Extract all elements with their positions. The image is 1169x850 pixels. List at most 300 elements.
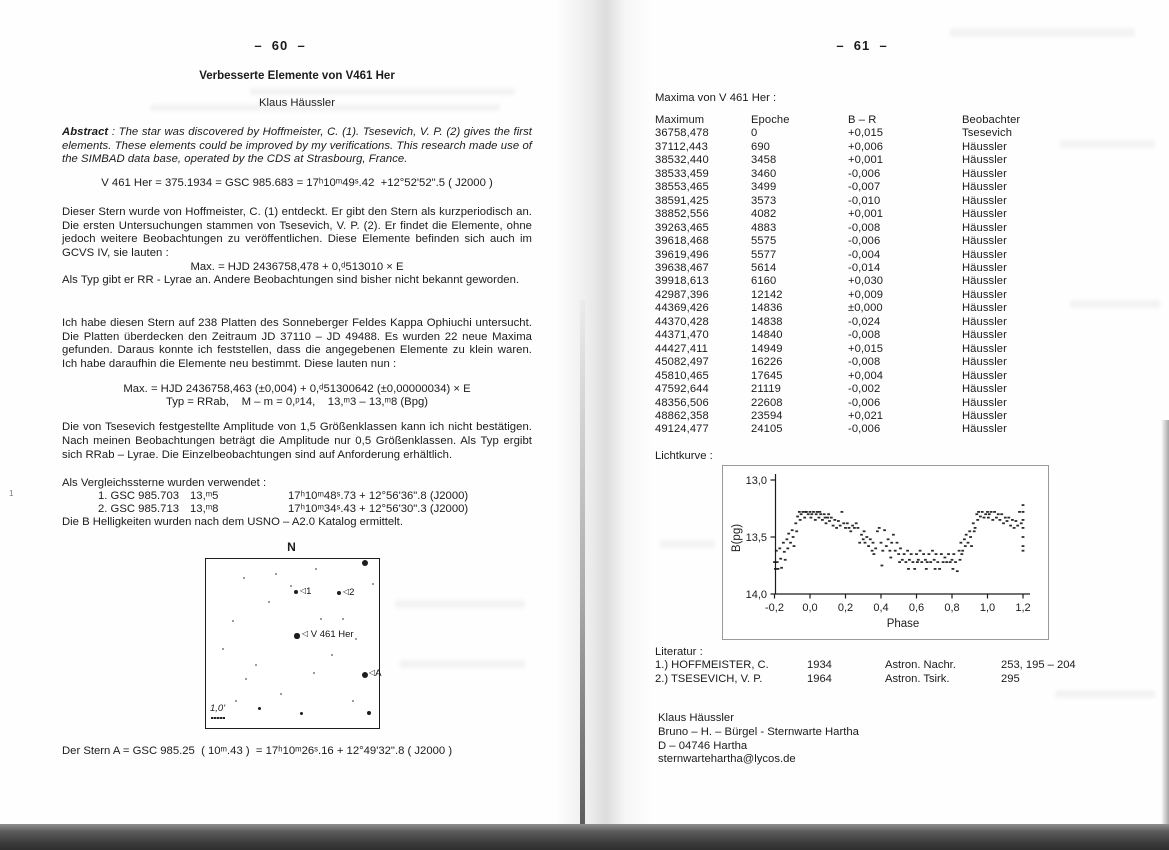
contact-line: D – 04746 Hartha bbox=[658, 739, 748, 752]
lightcurve-point bbox=[783, 551, 786, 553]
lightcurve-point bbox=[832, 525, 835, 527]
contact-line: sternwartehartha@lycos.de bbox=[658, 753, 796, 766]
maxima-cell: 14949 bbox=[751, 342, 783, 355]
lightcurve-point bbox=[907, 568, 910, 570]
lightcurve-point bbox=[958, 550, 961, 552]
maxima-cell: -0,008 bbox=[848, 221, 881, 234]
maxima-cell: 36758,478 bbox=[655, 127, 709, 140]
lightcurve-point bbox=[1015, 520, 1018, 522]
lightcurve-point bbox=[894, 550, 897, 552]
identification-line: V 461 Her = 375.1934 = GSC 985.683 = 17ʰ10ᵐ49ˢ.42 +12°52'52".5 ( J2000 ) bbox=[101, 177, 493, 189]
finder-chart-label: ◁A bbox=[369, 668, 382, 679]
finder-chart-star bbox=[362, 672, 368, 678]
maxima-header-cell: Maximum bbox=[655, 114, 705, 126]
lightcurve-point bbox=[977, 511, 980, 513]
lightcurve-point bbox=[933, 559, 936, 561]
lightcurve-point bbox=[928, 553, 931, 555]
maxima-cell: 4883 bbox=[751, 221, 777, 234]
lightcurve-point bbox=[976, 519, 979, 521]
lightcurve-point bbox=[973, 530, 976, 532]
literatur-heading: Literatur : bbox=[655, 646, 703, 658]
maxima-cell: 0 bbox=[751, 127, 758, 140]
lightcurve-point bbox=[775, 550, 778, 552]
contact-line: Klaus Häussler bbox=[658, 712, 734, 724]
lightcurve-point bbox=[842, 522, 845, 524]
left-triangle-marker-icon: ◁ bbox=[343, 587, 350, 596]
finder-chart-star bbox=[352, 700, 355, 703]
literatur-cell: 295 bbox=[1001, 672, 1020, 685]
lightcurve-point bbox=[839, 525, 842, 527]
article-author: Klaus Häussler bbox=[259, 97, 335, 109]
lightcurve-point bbox=[984, 513, 987, 515]
lightcurve-text: 13,5 bbox=[745, 532, 767, 544]
lightcurve-point bbox=[779, 558, 782, 560]
lightcurve-point bbox=[824, 517, 827, 519]
lightcurve-point bbox=[878, 527, 881, 529]
maxima-cell: 39618,468 bbox=[655, 235, 709, 248]
lightcurve-point bbox=[1022, 511, 1025, 513]
bleedthrough-artifact bbox=[950, 28, 1135, 37]
maxima-cell: 3460 bbox=[751, 167, 777, 180]
finder-chart-star bbox=[315, 568, 318, 571]
maxima-cell: 17645 bbox=[751, 369, 783, 382]
maxima-cell: 5575 bbox=[751, 235, 777, 248]
lightcurve-point bbox=[798, 511, 801, 513]
lightcurve-point bbox=[855, 522, 858, 524]
lightcurve-point bbox=[922, 553, 925, 555]
finder-chart-star bbox=[337, 591, 342, 596]
maxima-cell: Häussler bbox=[962, 288, 1007, 301]
lightcurve-point bbox=[945, 561, 948, 563]
maxima-cell: +0,015 bbox=[848, 342, 884, 355]
lightcurve-point bbox=[825, 522, 828, 524]
lightcurve-point bbox=[1018, 511, 1021, 513]
lightcurve-point bbox=[1022, 545, 1025, 547]
lightcurve-point bbox=[1022, 550, 1025, 552]
lightcurve-point bbox=[935, 553, 938, 555]
abstract-paragraph bbox=[62, 126, 532, 167]
maxima-cell: Häussler bbox=[962, 261, 1007, 274]
lightcurve-point bbox=[819, 513, 822, 515]
lightcurve-point bbox=[956, 570, 959, 572]
literatur-cell: Astron. Tsirk. bbox=[885, 672, 950, 685]
maxima-cell: -0,010 bbox=[848, 194, 881, 207]
lightcurve-point bbox=[823, 513, 826, 515]
lightcurve-point bbox=[910, 553, 913, 555]
lightcurve-text: 1,0 bbox=[979, 602, 996, 614]
maxima-cell: 16226 bbox=[751, 356, 783, 369]
maxima-cell: 47592,644 bbox=[655, 383, 709, 396]
lightcurve-text: 0,8 bbox=[944, 602, 960, 614]
lightcurve-point bbox=[908, 559, 911, 561]
lightcurve-point bbox=[917, 559, 920, 561]
literatur-cell: 2.) TSESEVICH, V. P. bbox=[655, 672, 763, 685]
finder-chart-star bbox=[290, 585, 293, 588]
finder-chart-star bbox=[232, 620, 235, 623]
lightcurve-point bbox=[803, 517, 806, 519]
finder-chart-star bbox=[294, 590, 299, 595]
lightcurve-point bbox=[913, 568, 916, 570]
maxima-cell: 21119 bbox=[751, 383, 781, 396]
finder-chart-scale-label: 1,0' bbox=[210, 703, 226, 714]
lightcurve-point bbox=[862, 538, 865, 540]
lightcurve-point bbox=[846, 522, 849, 524]
maxima-header-cell: Epoche bbox=[751, 114, 790, 126]
lightcurve-point bbox=[1007, 517, 1010, 519]
lightcurve-heading: Lichtkurve : bbox=[655, 450, 713, 462]
lightcurve-text: Phase bbox=[886, 618, 920, 630]
lightcurve-point bbox=[1020, 522, 1023, 524]
lightcurve-point bbox=[795, 530, 798, 532]
lightcurve-point bbox=[793, 545, 796, 547]
lightcurve-point bbox=[1004, 517, 1007, 519]
maxima-cell: 690 bbox=[751, 140, 770, 153]
bleedthrough-artifact bbox=[395, 600, 525, 608]
maxima-cell: 45082,497 bbox=[655, 356, 709, 369]
lightcurve-point bbox=[903, 553, 906, 555]
finder-chart-star bbox=[342, 618, 345, 621]
maxima-cell: Häussler bbox=[962, 154, 1007, 167]
scan-bottom-shadow bbox=[0, 824, 1169, 850]
lightcurve-point bbox=[784, 559, 787, 561]
lightcurve-point bbox=[919, 550, 922, 552]
lightcurve-point bbox=[1022, 519, 1025, 521]
lightcurve-point bbox=[915, 553, 918, 555]
abstract-text: : The star was discovered by Hoffmeister, C. (1). Tsesevich, V. P. (2) gives the first elements. These elements could be improved by my verifications. This research made use of the SIMBAD data base, operated by the CDS at Strasbourg, France. bbox=[62, 126, 532, 166]
maxima-cell: Häussler bbox=[962, 248, 1007, 261]
lightcurve-point bbox=[959, 559, 962, 561]
finder-chart-star bbox=[355, 638, 358, 641]
star-a-line: Der Stern A = GSC 985.25 ( 10ᵐ.43 ) = 17ʰ10ᵐ26ˢ.16 + 12°49'32".8 ( J2000 ) bbox=[62, 745, 453, 757]
maxima-cell: +0,004 bbox=[848, 369, 884, 382]
lightcurve-point bbox=[826, 517, 829, 519]
lightcurve-point bbox=[818, 517, 821, 519]
lightcurve-point bbox=[960, 553, 963, 555]
maxima-cell: Häussler bbox=[962, 140, 1007, 153]
lightcurve-point bbox=[924, 559, 927, 561]
bleedthrough-artifact bbox=[1060, 140, 1155, 148]
lightcurve-point bbox=[965, 534, 968, 536]
maxima-cell: Häussler bbox=[962, 356, 1007, 369]
left-triangle-marker-icon: ◁ bbox=[300, 586, 307, 595]
lightcurve-point bbox=[857, 527, 860, 529]
maxima-cell: 39918,613 bbox=[655, 275, 709, 288]
maxima-cell: 39619,496 bbox=[655, 248, 709, 261]
finder-chart-label: ◁ V 461 Her bbox=[302, 629, 354, 640]
finder-chart bbox=[205, 558, 380, 729]
lightcurve-point bbox=[963, 538, 966, 540]
lightcurve-text: 0,0 bbox=[802, 602, 818, 614]
lightcurve-point bbox=[789, 542, 792, 544]
maxima-cell: +0,001 bbox=[848, 154, 884, 167]
lightcurve-point bbox=[827, 513, 830, 515]
lightcurve-point bbox=[898, 561, 901, 563]
finder-chart-star bbox=[258, 707, 261, 710]
finder-chart-scale-bar bbox=[211, 717, 225, 719]
type-amplitude-formula: Typ = RRab, M – m = 0,ᵖ14, 13,ᵐ3 – 13,ᵐ8 (Bpg) bbox=[165, 396, 429, 408]
maxima-cell: Häussler bbox=[962, 396, 1007, 409]
maxima-cell: Häussler bbox=[962, 302, 1007, 315]
lightcurve-point bbox=[787, 533, 790, 535]
lightcurve-text: 0,6 bbox=[908, 602, 925, 614]
maxima-cell: 6160 bbox=[751, 275, 777, 288]
finder-chart-star bbox=[367, 711, 371, 715]
maxima-cell: Häussler bbox=[962, 181, 1007, 194]
paragraph-plates: Ich habe diesen Stern auf 238 Platten des Sonneberger Feldes Kappa Ophiuchi untersucht. Die Platten überdecken den Zeitraum JD 37110 – JD 49488. Es wurden 22 neue Maxima gefunden. Daraus konnte ich feststellen, dass die angegebenen Elemente zu klein waren. Ich habe daraufhin die Elemente neu bestimmt. Diese lauten nun : bbox=[62, 317, 532, 370]
finder-chart-star bbox=[331, 654, 334, 657]
finder-chart-star bbox=[222, 648, 225, 651]
lightcurve-point bbox=[812, 511, 815, 513]
lightcurve-point bbox=[863, 530, 866, 532]
finder-chart-star bbox=[320, 618, 323, 621]
maxima-cell: Häussler bbox=[962, 208, 1007, 221]
lightcurve-point bbox=[1022, 504, 1025, 506]
lightcurve-point bbox=[1009, 525, 1012, 527]
maxima-cell: 38533,459 bbox=[655, 167, 709, 180]
literatur-cell: 1.) HOFFMEISTER, C. bbox=[655, 659, 769, 671]
lightcurve-point bbox=[883, 529, 886, 531]
contact-block bbox=[658, 712, 859, 767]
lightcurve-point bbox=[991, 519, 994, 521]
paragraph-amplitude: Die von Tsesevich festgestellte Amplitude von 1,5 Größenklassen kann ich nicht bestätigen. Nach meinen Beobachtungen beträgt die Amplitude nur 0,5 Größenklassen. Als Typ ergibt sich RRab – Lyrae. Die Einzelbeobachtungen sind auf Anforderung erhältlich. bbox=[62, 421, 532, 461]
finder-chart-star bbox=[280, 693, 283, 696]
maxima-cell: 14836 bbox=[751, 302, 783, 315]
comparison-star-mag: 13,ᵐ5 bbox=[190, 490, 219, 502]
lightcurve-point bbox=[970, 545, 973, 547]
maxima-cell: 37112,443 bbox=[655, 140, 708, 153]
maxima-cell: Häussler bbox=[962, 194, 1007, 207]
lightcurve-point bbox=[983, 517, 986, 519]
lightcurve-point bbox=[810, 513, 813, 515]
lightcurve-point bbox=[837, 520, 840, 522]
finder-chart-star bbox=[255, 664, 258, 667]
lightcurve-point bbox=[805, 511, 808, 513]
lightcurve-point bbox=[988, 513, 991, 515]
lightcurve-text: 0,4 bbox=[873, 602, 889, 614]
maxima-cell: 38553,465 bbox=[655, 181, 709, 194]
lightcurve-point bbox=[873, 553, 876, 555]
maxima-heading: Maxima von V 461 Her : bbox=[655, 92, 777, 104]
maxima-cell: 38591,425 bbox=[655, 194, 709, 207]
page-fold-line bbox=[580, 300, 585, 825]
maxima-cell: 12142 bbox=[751, 288, 783, 301]
comparison-star-id: 1. GSC 985.703 bbox=[98, 490, 180, 502]
lightcurve-chart bbox=[722, 465, 1049, 640]
maxima-cell: ±0,000 bbox=[848, 302, 883, 315]
maxima-cell: Häussler bbox=[962, 369, 1007, 382]
paragraph-discovery: Dieser Stern wurde von Hoffmeister, C. (1) entdeckt. Er gibt den Stern als kurzperiodisch an. Die ersten Untersuchungen stammen von Tsesevich, V. P. (2). Er findet die Elemente, ohne jedoch weitere Beobachtungen zu veröffentlichen. Diese Elemente befinden sich auch im GCVS IV, sie lauten : bbox=[62, 206, 532, 259]
maxima-cell: 5614 bbox=[751, 261, 777, 274]
b-magnitudes-note: Die B Helligkeiten wurden nach dem USNO – A2.0 Katalog ermittelt. bbox=[62, 516, 403, 528]
maxima-cell: 38532,440 bbox=[655, 154, 709, 167]
maxima-cell: +0,021 bbox=[848, 409, 884, 422]
lightcurve-point bbox=[799, 519, 802, 521]
maxima-cell: 44427,411 bbox=[655, 342, 708, 355]
lightcurve-text: B(pg) bbox=[731, 523, 743, 553]
lightcurve-point bbox=[990, 511, 993, 513]
finder-chart-star bbox=[362, 560, 368, 566]
maxima-cell: 38852,556 bbox=[655, 208, 709, 221]
lightcurve-point bbox=[896, 542, 899, 544]
maxima-cell: Häussler bbox=[962, 383, 1007, 396]
new-elements-formula: Max. = HJD 2436758,463 (±0,004) + 0,ᵈ51300642 (±0,00000034) × E bbox=[123, 383, 471, 395]
maxima-header-cell: Beobachter bbox=[962, 114, 1021, 126]
lightcurve-point bbox=[960, 542, 963, 544]
lightcurve-point bbox=[881, 565, 884, 567]
article-title: Verbesserte Elemente von V461 Her bbox=[199, 70, 395, 82]
maxima-cell: Häussler bbox=[962, 221, 1007, 234]
lightcurve-point bbox=[920, 561, 923, 563]
lightcurve-point bbox=[892, 534, 895, 536]
maxima-cell: 22608 bbox=[751, 396, 783, 409]
page-gutter-shadow bbox=[556, 0, 652, 825]
lightcurve-point bbox=[786, 538, 789, 540]
finder-chart-label: ◁1 bbox=[300, 586, 312, 597]
maxima-cell: 48356,506 bbox=[655, 396, 709, 409]
lightcurve-point bbox=[969, 536, 972, 538]
lightcurve-point bbox=[792, 536, 795, 538]
maxima-cell: -0,008 bbox=[848, 356, 881, 369]
lightcurve-point bbox=[858, 542, 861, 544]
maxima-cell: 44371,470 bbox=[655, 329, 709, 342]
lightcurve-point bbox=[880, 542, 883, 544]
maxima-cell: 49124,477 bbox=[655, 423, 709, 436]
maxima-cell: Häussler bbox=[962, 342, 1007, 355]
lightcurve-point bbox=[916, 561, 919, 563]
finder-chart-star bbox=[243, 577, 246, 580]
maxima-cell: -0,006 bbox=[848, 167, 881, 180]
maxima-table bbox=[655, 114, 1020, 437]
finder-chart-star bbox=[235, 700, 238, 703]
contact-line: Bruno – H. – Bürgel - Sternwarte Hartha bbox=[658, 725, 859, 738]
lightcurve-point bbox=[810, 517, 813, 519]
lightcurve-point bbox=[1000, 513, 1003, 515]
left-triangle-marker-icon: ◁ bbox=[302, 629, 309, 638]
literatur-cell: 253, 195 – 204 bbox=[1001, 659, 1076, 671]
comparison-star-co: 17ʰ10ᵐ34ˢ.43 + 12°56'30".3 (J2000) bbox=[288, 503, 469, 515]
lightcurve-point bbox=[777, 568, 780, 570]
lightcurve-point bbox=[778, 548, 781, 550]
lightcurve-point bbox=[791, 529, 794, 531]
lightcurve-point bbox=[940, 553, 943, 555]
lightcurve-point bbox=[936, 561, 939, 563]
lightcurve-point bbox=[997, 513, 1000, 515]
lightcurve-point bbox=[871, 550, 874, 552]
maxima-cell: Häussler bbox=[962, 409, 1007, 422]
comparison-star-row bbox=[62, 503, 532, 516]
literatur-cell: Astron. Nachr. bbox=[885, 659, 956, 671]
lightcurve-point bbox=[995, 517, 998, 519]
maxima-cell: Häussler bbox=[962, 315, 1007, 328]
lightcurve-point bbox=[876, 530, 879, 532]
lightcurve-point bbox=[975, 513, 978, 515]
lightcurve-point bbox=[796, 516, 799, 518]
lightcurve-point bbox=[972, 522, 975, 524]
lightcurve-point bbox=[800, 513, 803, 515]
lightcurve-point bbox=[830, 517, 833, 519]
lightcurve-point bbox=[867, 545, 870, 547]
maxima-cell: Tsesevich bbox=[962, 127, 1013, 140]
finder-chart-star bbox=[245, 678, 248, 681]
lightcurve-point bbox=[786, 548, 789, 550]
lightcurve-point bbox=[807, 513, 810, 515]
lightcurve-point bbox=[999, 519, 1002, 521]
lightcurve-point bbox=[1006, 520, 1009, 522]
lightcurve-point bbox=[906, 550, 909, 552]
lightcurve-point bbox=[1002, 522, 1005, 524]
lightcurve-text: 1,2 bbox=[1015, 602, 1031, 614]
lightcurve-point bbox=[809, 511, 812, 513]
lightcurve-text: -0,2 bbox=[765, 602, 784, 614]
lightcurve-point bbox=[951, 559, 954, 561]
maxima-cell: Häussler bbox=[962, 235, 1007, 248]
maxima-cell: +0,030 bbox=[848, 275, 884, 288]
maxima-cell: 39263,465 bbox=[655, 221, 709, 234]
lightcurve-point bbox=[925, 568, 928, 570]
maxima-cell: 45810,465 bbox=[655, 369, 709, 382]
lightcurve-point bbox=[780, 567, 783, 569]
lightcurve-point bbox=[1011, 519, 1014, 521]
lightcurve-point bbox=[961, 550, 964, 552]
lightcurve-text: 14,0 bbox=[745, 589, 767, 601]
margin-scan-mark: 1 bbox=[9, 489, 14, 498]
maxima-cell: Häussler bbox=[962, 329, 1007, 342]
lightcurve-text: 13,0 bbox=[745, 475, 767, 487]
lightcurve-svg bbox=[723, 466, 1046, 637]
lightcurve-point bbox=[942, 561, 945, 563]
lightcurve-point bbox=[1013, 527, 1016, 529]
lightcurve-point bbox=[841, 511, 844, 513]
finder-chart-star bbox=[268, 601, 271, 604]
lightcurve-point bbox=[897, 553, 900, 555]
lightcurve-point bbox=[828, 520, 831, 522]
lightcurve-point bbox=[802, 511, 805, 513]
lightcurve-point bbox=[776, 561, 779, 563]
maxima-cell: -0,002 bbox=[848, 383, 881, 396]
lightcurve-point bbox=[872, 542, 875, 544]
lightcurve-point bbox=[944, 557, 947, 559]
lightcurve-point bbox=[853, 527, 856, 529]
maxima-cell: 48862,358 bbox=[655, 409, 709, 422]
finder-chart-star bbox=[294, 633, 299, 638]
paragraph-type: Als Typ gibt er RR - Lyrae an. Andere Beobachtungen sind bisher nicht bekannt geworden. bbox=[62, 274, 520, 286]
lightcurve-point bbox=[835, 527, 838, 529]
lightcurve-point bbox=[949, 561, 952, 563]
lightcurve-point bbox=[844, 527, 847, 529]
maxima-cell: 5577 bbox=[751, 248, 777, 261]
maxima-cell: 14838 bbox=[751, 315, 783, 328]
lightcurve-point bbox=[912, 561, 915, 563]
maxima-cell: -0,008 bbox=[848, 329, 881, 342]
lightcurve-point bbox=[848, 527, 851, 529]
left-triangle-marker-icon: ◁ bbox=[369, 668, 376, 677]
lightcurve-point bbox=[869, 538, 872, 540]
scan-right-edge-shadow bbox=[1161, 420, 1169, 824]
maxima-cell: -0,024 bbox=[848, 315, 881, 328]
lightcurve-point bbox=[860, 534, 863, 536]
lightcurve-point bbox=[864, 542, 867, 544]
lightcurve-point bbox=[881, 550, 884, 552]
bleedthrough-artifact bbox=[1055, 690, 1155, 698]
literatur-list bbox=[655, 659, 1076, 686]
maxima-cell: 3573 bbox=[751, 194, 777, 207]
lightcurve-point bbox=[952, 553, 955, 555]
lightcurve-point bbox=[885, 545, 888, 547]
finder-chart-north-label: N bbox=[287, 540, 296, 554]
lightcurve-point bbox=[986, 511, 989, 513]
maxima-cell: 42987,396 bbox=[655, 288, 709, 301]
bleedthrough-artifact bbox=[250, 88, 515, 95]
